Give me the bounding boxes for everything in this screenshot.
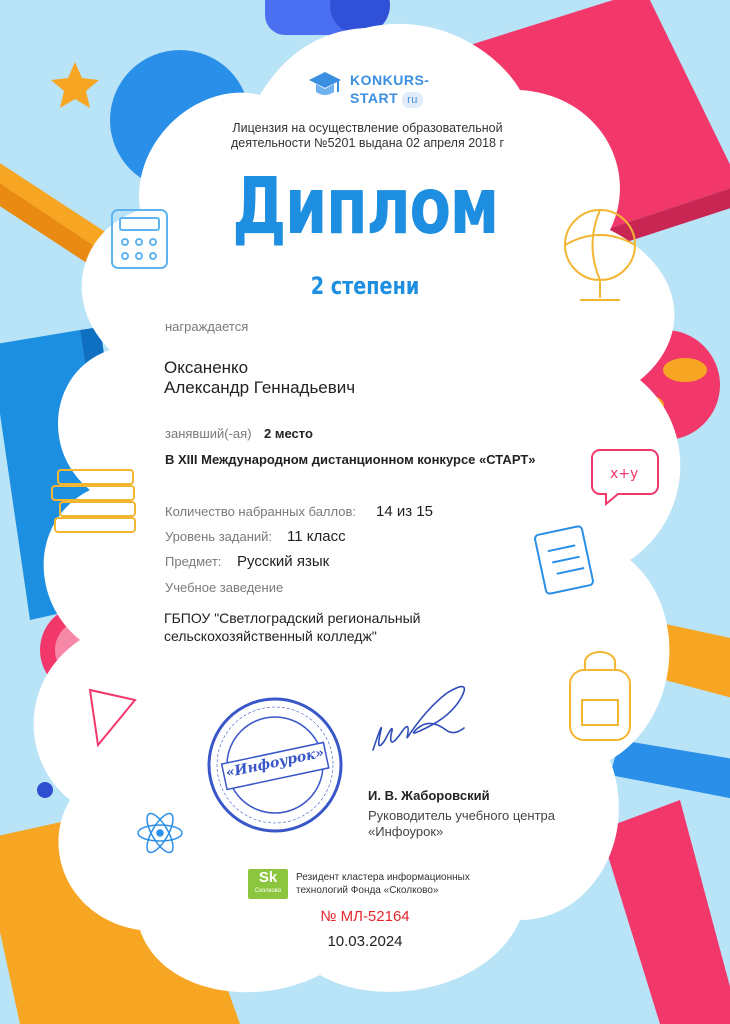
graduation-cap-icon	[308, 68, 342, 108]
level-value: 11 класс	[287, 528, 346, 545]
skolkovo-logo-text: Sk	[258, 869, 278, 886]
institution-label: Учебное заведение	[165, 580, 284, 595]
awarded-label: награждается	[165, 319, 249, 334]
score-label: Количество набранных баллов:	[165, 504, 356, 519]
logo-start-text: START	[350, 90, 399, 106]
recipient-line1: Оксаненко	[164, 358, 249, 377]
stamp-center-text: «Инфоурок»	[224, 744, 326, 782]
skolkovo-line2: технологий Фонда «Сколково»	[296, 885, 439, 896]
license-line2: деятельности №5201 выдана 02 апреля 2018 г	[230, 136, 505, 150]
institution-name	[164, 609, 420, 645]
score-value: 14 из 15	[376, 503, 433, 520]
logo-ru-badge: ru	[402, 92, 423, 108]
signer-role-line1: Руководитель учебного центра	[368, 808, 555, 823]
signer-role-line2: «Инфоурок»	[368, 824, 444, 839]
signer-role	[368, 808, 555, 840]
skolkovo-line1: Резидент кластера информационных	[296, 872, 470, 883]
skolkovo-logo-small: Сколково	[254, 888, 282, 894]
contest-name: В XIII Международном дистанционном конкурсе «СТАРТ»	[165, 452, 536, 467]
place-value: 2 место	[264, 426, 313, 441]
recipient-name	[164, 358, 355, 398]
institution-line1: ГБПОУ "Светлоградский региональный	[164, 610, 421, 626]
diploma-number: № МЛ-52164	[320, 908, 410, 925]
license-text	[200, 121, 535, 151]
diploma-title: Диплом	[232, 162, 498, 252]
subject-value: Русский язык	[237, 553, 330, 570]
diploma-date: 10.03.2024	[327, 933, 403, 950]
diploma-degree: 2 степени	[310, 272, 420, 300]
license-line1: Лицензия на осуществление образовательной	[232, 121, 503, 135]
institution-line2: сельскохозяйственный колледж"	[164, 628, 377, 644]
skolkovo-logo	[248, 869, 288, 899]
svg-text:x+y: x+y	[610, 466, 639, 482]
level-label: Уровень заданий:	[165, 529, 273, 544]
subject-label: Предмет:	[165, 554, 222, 569]
stamp-seal	[205, 695, 345, 835]
signer-name: И. В. Жаборовский	[368, 788, 490, 803]
logo-line1: KONKURS-	[350, 72, 430, 88]
signature	[365, 680, 475, 775]
recipient-line2: Александр Геннадьевич	[164, 378, 356, 397]
place-label: занявший(-ая)	[165, 426, 252, 441]
skolkovo-text	[296, 871, 470, 897]
logo-line2	[350, 90, 423, 108]
